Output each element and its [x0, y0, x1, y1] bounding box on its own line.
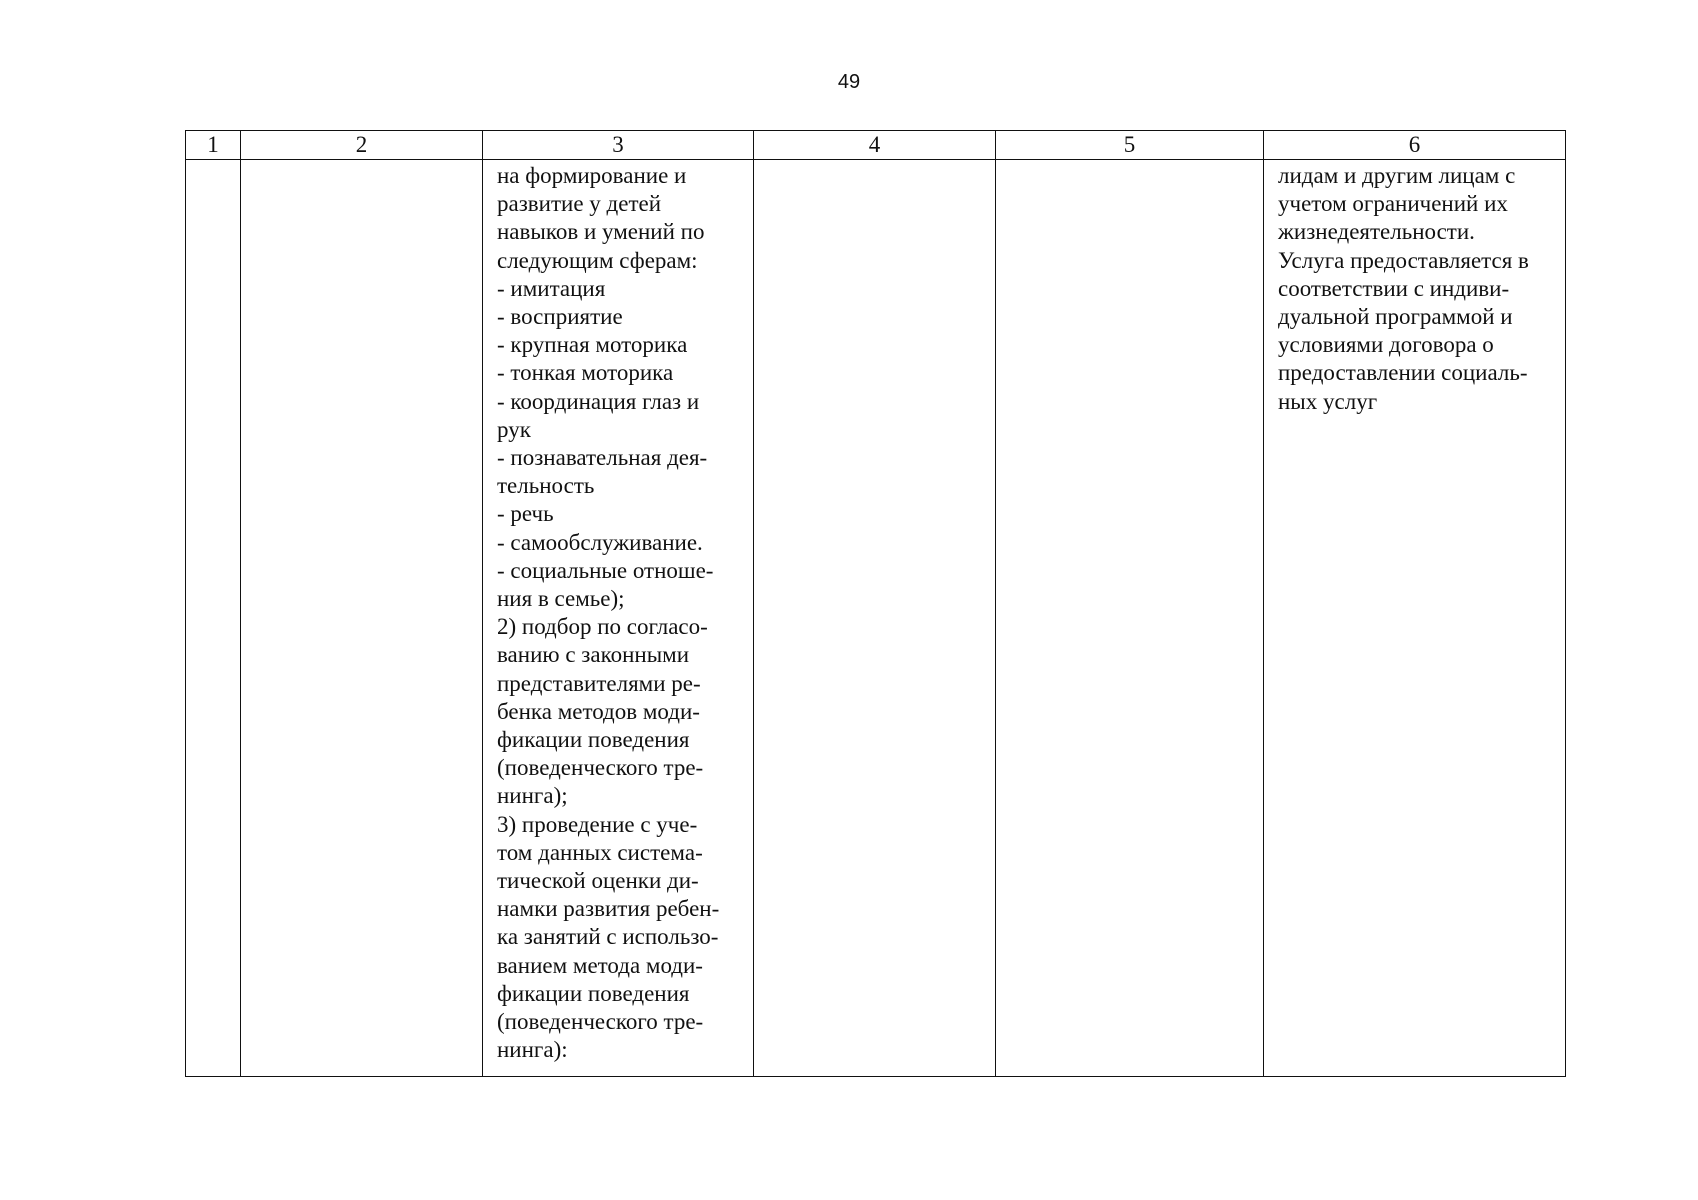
column-header-6: 6 [1264, 131, 1566, 160]
text-line: - крупная моторика [497, 332, 688, 358]
text-line: ванию с законными [497, 642, 690, 668]
text-line: ния в семье); [497, 586, 625, 612]
text-line: соответствии с индиви- [1278, 275, 1510, 301]
text-line: Услуга предоставляется в [1278, 247, 1529, 273]
text-line: - познавательная дея- [497, 445, 708, 471]
text-line: 2) подбор по согласо- [497, 614, 708, 640]
text-line: условиями договора о [1278, 332, 1494, 358]
text-line: (поведенческого тре- [497, 755, 704, 781]
text-line: следующим сферам: [497, 247, 698, 273]
text-line: фикации поведения [497, 727, 690, 753]
text-line: фикации поведения [497, 980, 690, 1006]
text-line: навыков и умений по [497, 219, 705, 245]
text-line: нинга); [497, 783, 568, 809]
text-line: том данных системa- [497, 839, 703, 865]
column-header-4: 4 [754, 131, 996, 160]
service-conditions-text [1264, 160, 1565, 416]
text-line: ванием метода моди- [497, 952, 703, 978]
cell-col-2 [241, 160, 483, 1077]
text-line: предоставлении социаль- [1278, 360, 1528, 386]
text-line: бенка методов моди- [497, 698, 700, 724]
page-number: 49 [837, 71, 861, 93]
text-line: дуальной программой и [1278, 304, 1513, 330]
text-line: - координация глаз и [497, 388, 700, 414]
cell-col-3 [483, 160, 754, 1077]
text-line: учетом ограничений их [1278, 191, 1508, 217]
services-table [185, 130, 1566, 1077]
table-header-row [186, 131, 1566, 160]
text-line: - восприятие [497, 304, 623, 330]
column-header-3: 3 [483, 131, 754, 160]
text-line: лидам и другим лицам с [1278, 163, 1516, 188]
text-line: - имитация [497, 275, 606, 301]
text-line: тельность [497, 473, 595, 499]
text-line: (поведенческого тре- [497, 1009, 704, 1035]
text-line: - речь [497, 501, 554, 527]
text-line: 3) проведение с уче- [497, 811, 698, 837]
text-line: нинга): [497, 1037, 568, 1063]
cell-col-6 [1264, 160, 1566, 1077]
text-line: - социальные отноше- [497, 557, 714, 583]
cell-col-4 [754, 160, 996, 1077]
text-line: - тонкая моторика [497, 360, 674, 386]
text-line: развитие у детей [497, 191, 662, 217]
cell-col-5 [996, 160, 1264, 1077]
table-row [186, 160, 1566, 1077]
text-line: представителями ре- [497, 670, 701, 696]
service-content-text [483, 160, 753, 1065]
column-header-2: 2 [241, 131, 483, 160]
column-header-1: 1 [186, 131, 241, 160]
text-line: ка занятий с использо- [497, 924, 719, 950]
text-line: на формирование и [497, 163, 687, 188]
text-line: намки развития ребен- [497, 896, 720, 922]
text-line: тической оценки ди- [497, 868, 699, 894]
text-line: рук [497, 416, 531, 442]
text-line: - самообслуживание. [497, 529, 703, 555]
text-line: жизнедеятельности. [1278, 219, 1475, 245]
text-line: ных услуг [1278, 388, 1378, 414]
column-header-5: 5 [996, 131, 1264, 160]
cell-col-1 [186, 160, 241, 1077]
